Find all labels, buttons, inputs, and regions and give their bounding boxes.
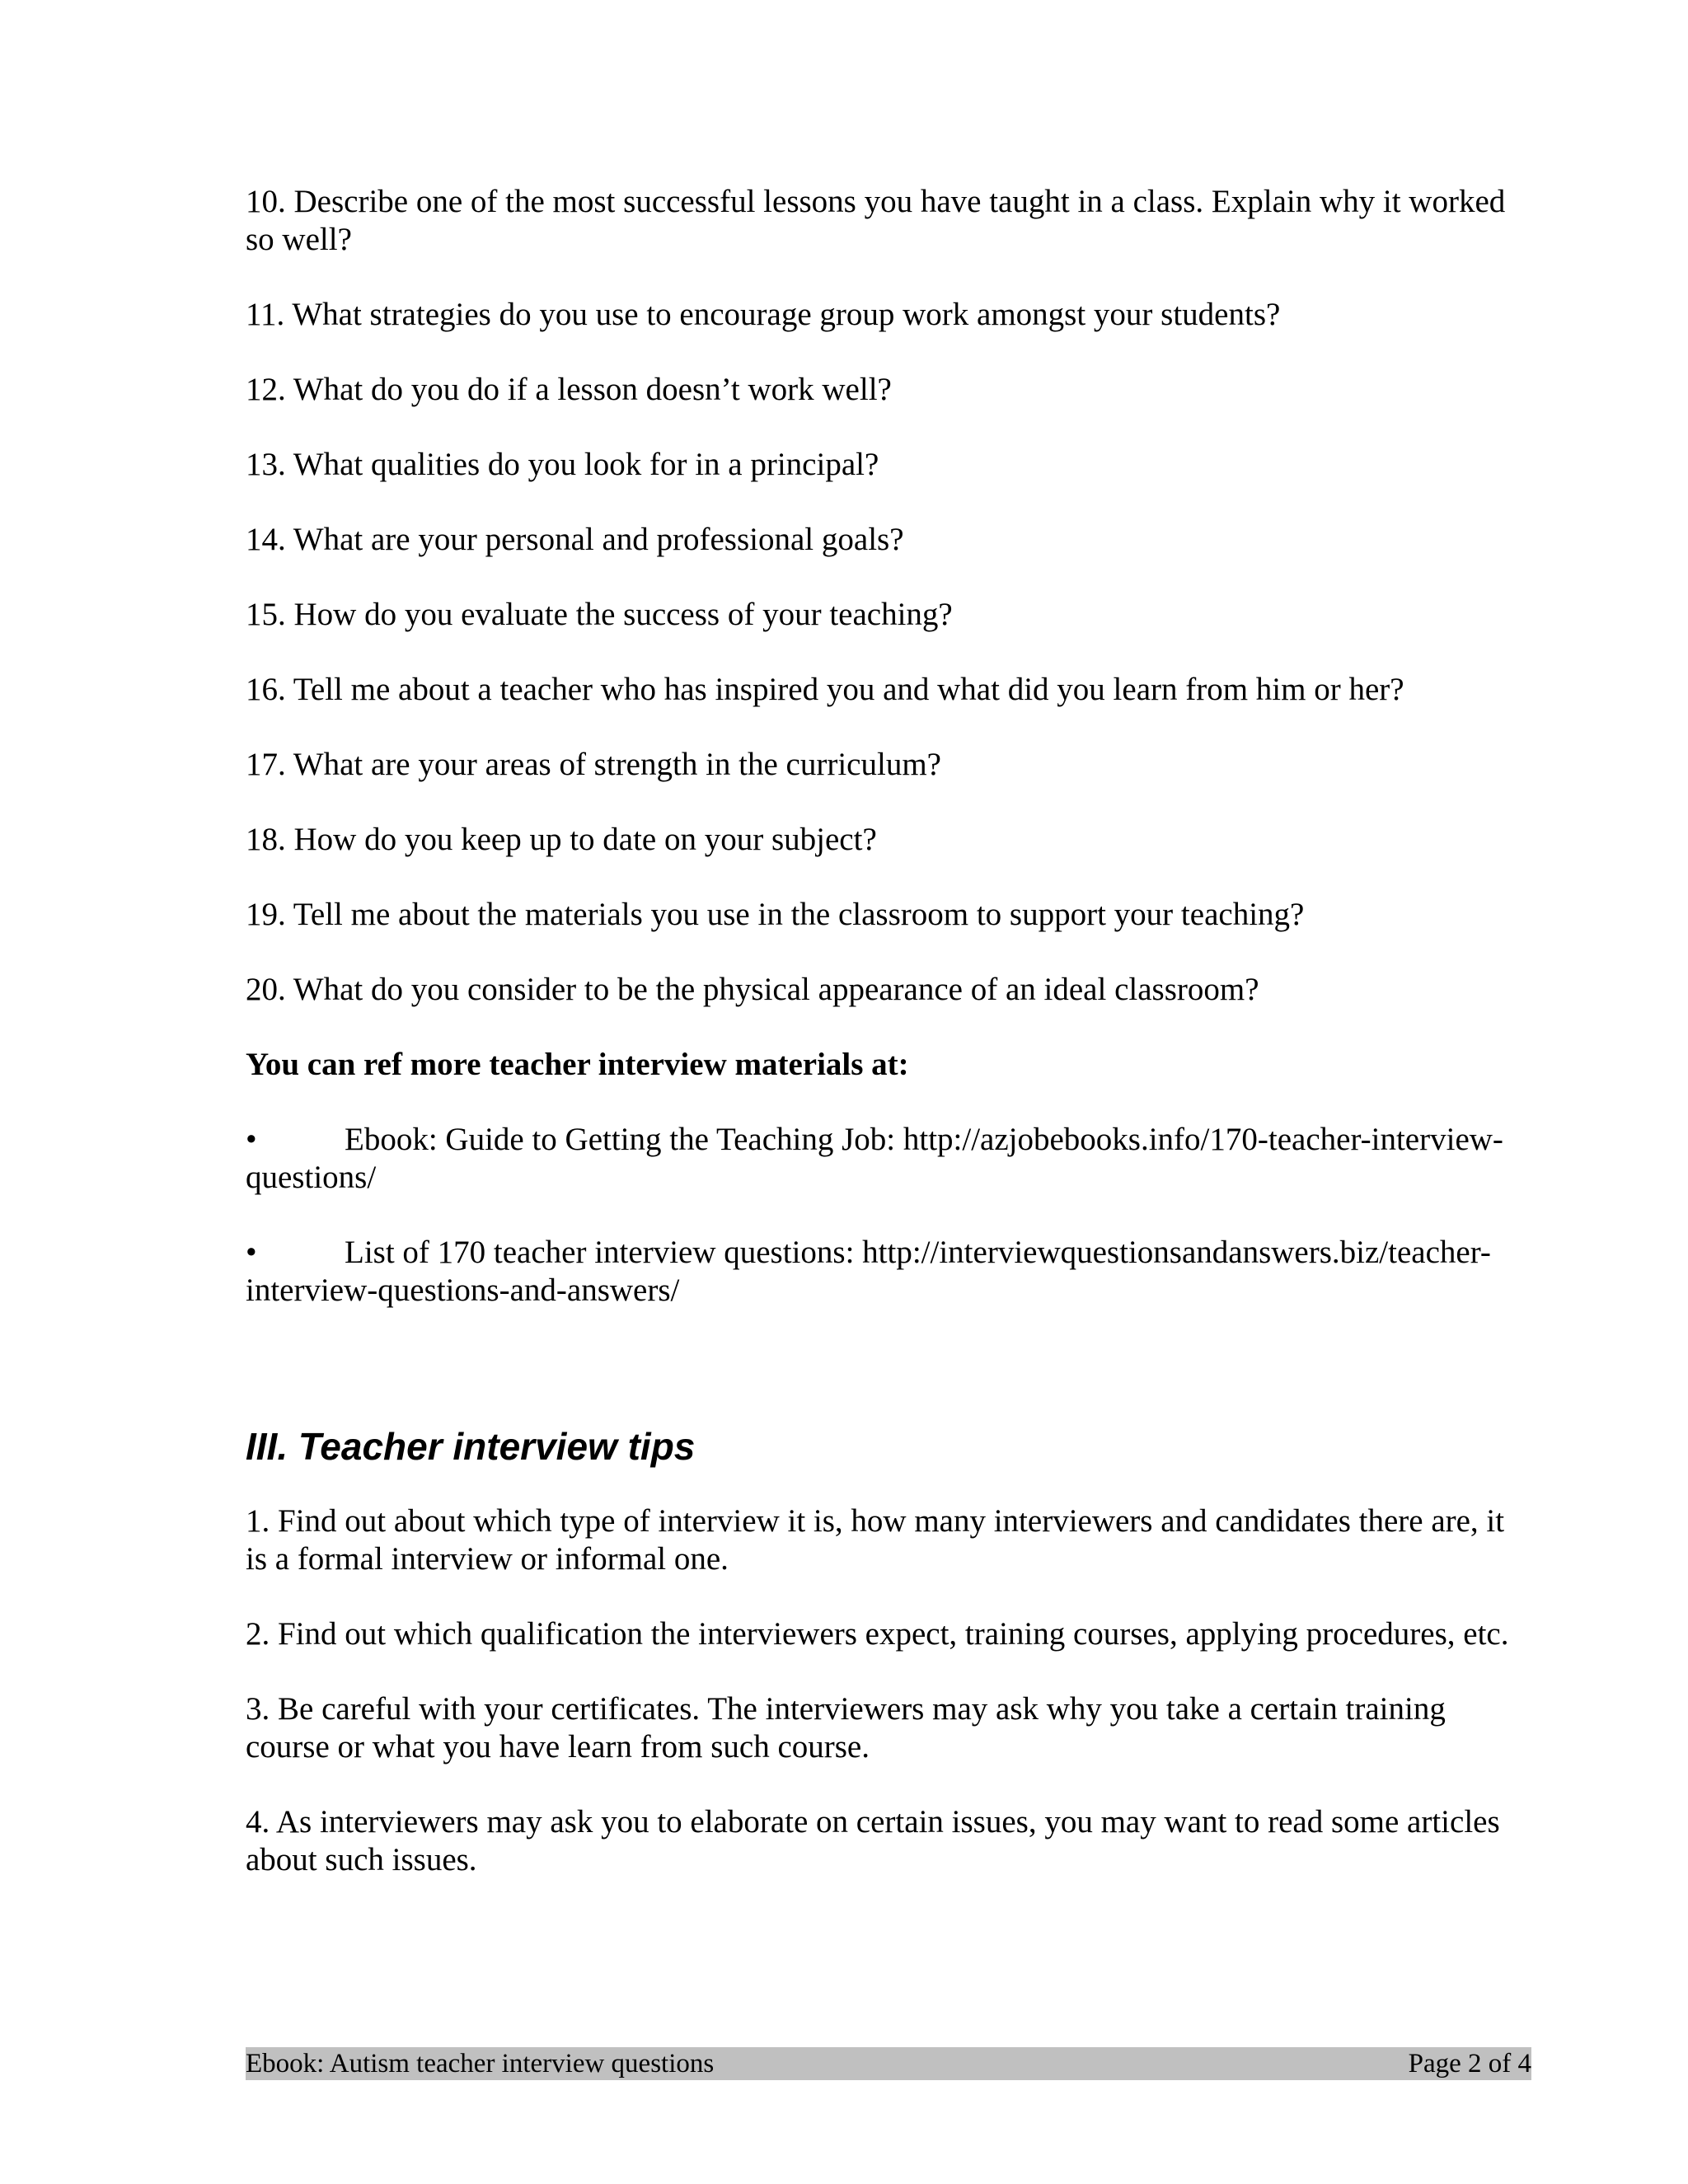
footer-title: Ebook: Autism teacher interview questions — [246, 2049, 715, 2079]
question-item: 20. What do you consider to be the physical appearance of an ideal classroom? — [246, 972, 1259, 1007]
tip-item: 4. As interviewers may ask you to elaborate on certain issues, you may want to read some articles about such issues. — [246, 1804, 1500, 1877]
question-item: 11. What strategies do you use to encourage group work amongst your students? — [246, 297, 1281, 332]
page-number: Page 2 of 4 — [1408, 2049, 1531, 2079]
page-footer — [246, 2047, 1531, 2080]
question-item: 10. Describe one of the most successful lessons you have taught in a class. Explain why it worked so well? — [246, 184, 1506, 257]
tip-item: 3. Be careful with your certificates. The interviewers may ask why you take a certain training course or what you have learn from such course. — [246, 1691, 1446, 1765]
question-item: 16. Tell me about a teacher who has inspired you and what did you learn from him or her? — [246, 672, 1404, 707]
reference-item — [246, 1234, 1531, 1310]
question-item: 15. How do you evaluate the success of your teaching? — [246, 597, 953, 632]
question-item: 17. What are your areas of strength in the curriculum? — [246, 747, 941, 782]
tip-item: 1. Find out about which type of interview it is, how many interviewers and candidates there are, it is a formal interview or informal one. — [246, 1503, 1505, 1577]
bullet-icon: • — [246, 1122, 257, 1157]
section-title: III. Teacher interview tips — [246, 1425, 696, 1468]
tip-item: 2. Find out which qualification the interviewers expect, training courses, applying procedures, etc. — [246, 1616, 1509, 1652]
bullet-icon: • — [246, 1235, 257, 1270]
question-item: 13. What qualities do you look for in a principal? — [246, 447, 879, 482]
question-item: 18. How do you keep up to date on your subject? — [246, 822, 877, 857]
reference-link-text: Ebook: Guide to Getting the Teaching Job: http://azjobebooks.info/170-teacher-interview-questions/ — [246, 1122, 1503, 1195]
question-item: 19. Tell me about the materials you use in the classroom to support your teaching? — [246, 897, 1305, 932]
reference-item — [246, 1121, 1531, 1197]
question-item: 14. What are your personal and professional goals? — [246, 522, 904, 557]
reference-link-text: List of 170 teacher interview questions: http://interviewquestionsandanswers.biz/teacher-interview-questions-and-answers/ — [246, 1235, 1491, 1308]
document-page — [246, 183, 1531, 1916]
question-item: 12. What do you do if a lesson doesn’t work well? — [246, 372, 892, 407]
reference-heading: You can ref more teacher interview materials at: — [246, 1047, 909, 1082]
